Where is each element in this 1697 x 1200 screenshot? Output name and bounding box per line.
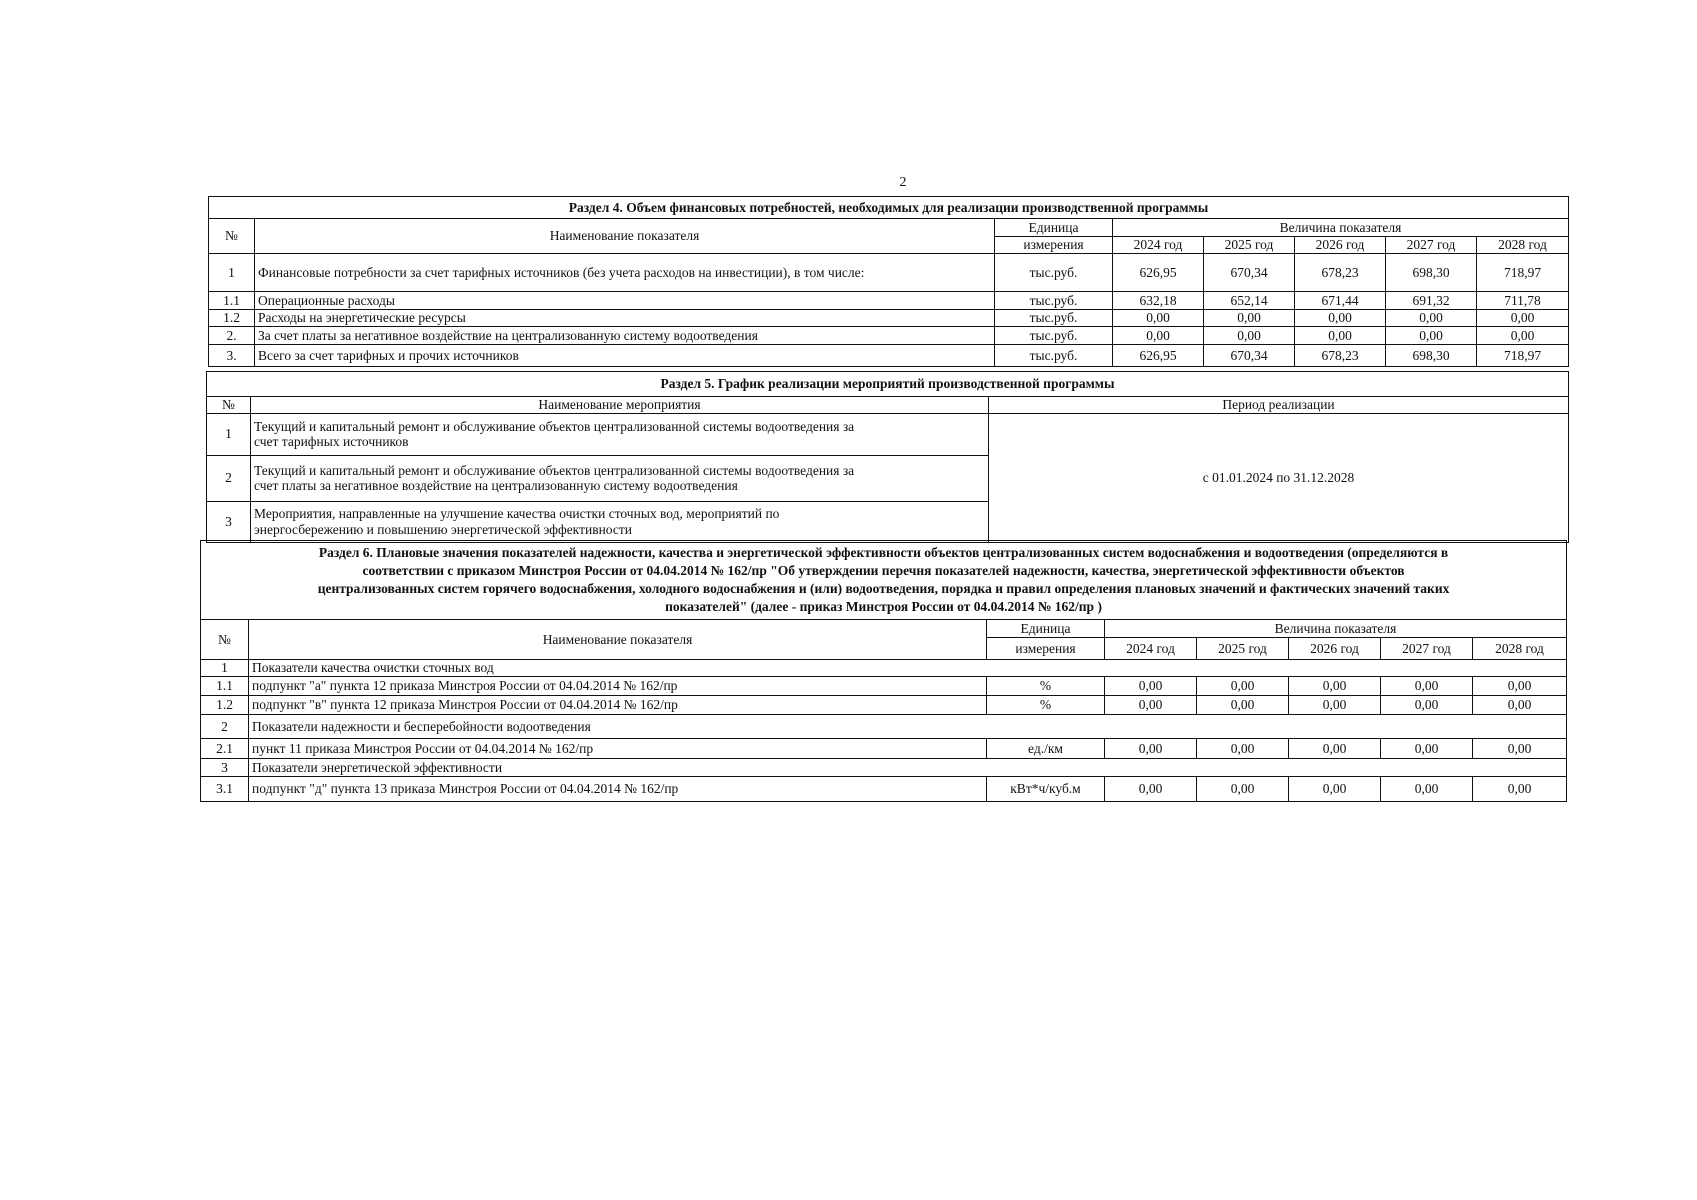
row-number: 1 xyxy=(209,254,255,292)
row-value: 652,14 xyxy=(1204,292,1295,310)
row-activity-line1: Мероприятия, направленные на улучшение качества очистки сточных вод, мероприятий по xyxy=(254,506,780,521)
row-value: 0,00 xyxy=(1105,739,1197,759)
year-header: 2027 год xyxy=(1386,237,1477,254)
table-row xyxy=(207,413,1569,455)
row-activity-line2: счет платы за негативное воздействие на централизованную систему водоотведения xyxy=(254,478,738,494)
row-unit: тыс.руб. xyxy=(995,327,1113,345)
row-value: 0,00 xyxy=(1197,677,1289,696)
row-value: 0,00 xyxy=(1197,777,1289,802)
table-row xyxy=(201,739,1567,759)
row-value: 711,78 xyxy=(1477,292,1569,310)
year-header: 2024 год xyxy=(1113,237,1204,254)
row-activity-line1: Текущий и капитальный ремонт и обслуживание объектов централизованной системы водоотведения за xyxy=(254,418,855,434)
year-header: 2028 год xyxy=(1473,638,1567,660)
row-unit: тыс.руб. xyxy=(995,345,1113,367)
row-value: 0,00 xyxy=(1289,696,1381,715)
section-4-title: Раздел 4. Объем финансовых потребностей, необходимых для реализации производственной программы xyxy=(209,197,1569,219)
table-row xyxy=(209,345,1569,367)
row-value: 0,00 xyxy=(1381,696,1473,715)
row-value: 626,95 xyxy=(1113,254,1204,292)
group-number: 2 xyxy=(201,715,249,739)
row-value: 678,23 xyxy=(1295,345,1386,367)
table-row xyxy=(209,327,1569,345)
row-value: 0,00 xyxy=(1105,777,1197,802)
row-value: 0,00 xyxy=(1197,696,1289,715)
section-6-title-line: соответствии с приказом Минстроя России от 04.04.2014 № 162/пр "Об утверждении перечня показателей надежности, качества, энергетической эффективности объектов xyxy=(362,562,1405,578)
row-value: 698,30 xyxy=(1386,254,1477,292)
row-number: 3.1 xyxy=(201,777,249,802)
row-number: 2. xyxy=(209,327,255,345)
section-6-title-line: централизованных систем горячего водоснабжения, холодного водоснабжения и (или) водоотведения, порядка и правил определения плановых значений и фактических значений таких xyxy=(317,581,1450,596)
row-value: 718,97 xyxy=(1477,345,1569,367)
row-unit: тыс.руб. xyxy=(995,310,1113,327)
year-header: 2028 год xyxy=(1477,237,1569,254)
row-activity-line2: счет тарифных источников xyxy=(254,434,409,450)
row-value: 670,34 xyxy=(1204,254,1295,292)
column-unit-header-line2: измерения xyxy=(987,638,1105,660)
column-name-header: Наименование показателя xyxy=(249,620,987,660)
row-name: Всего за счет тарифных и прочих источников xyxy=(255,345,995,367)
section-6-indicators-table xyxy=(200,540,1567,802)
year-header: 2027 год xyxy=(1381,638,1473,660)
row-value: 0,00 xyxy=(1477,310,1569,327)
row-value: 0,00 xyxy=(1473,696,1567,715)
column-unit-header-line1: Единица xyxy=(995,219,1113,237)
row-value: 0,00 xyxy=(1113,327,1204,345)
row-unit: кВт*ч/куб.м xyxy=(987,777,1105,802)
row-value: 718,97 xyxy=(1477,254,1569,292)
column-activity-header: Наименование мероприятия xyxy=(251,397,989,414)
row-name: За счет платы за негативное воздействие на централизованную систему водоотведения xyxy=(255,327,995,345)
year-header: 2025 год xyxy=(1197,638,1289,660)
row-number: 2 xyxy=(207,455,251,501)
table-row xyxy=(201,677,1567,696)
section-5-title: Раздел 5. График реализации мероприятий производственной программы xyxy=(207,372,1569,397)
row-value: 670,34 xyxy=(1204,345,1295,367)
row-name: подпункт "а" пункта 12 приказа Минстроя России от 04.04.2014 № 162/пр xyxy=(249,677,987,696)
row-number: 1.1 xyxy=(209,292,255,310)
row-activity xyxy=(251,413,989,455)
section-6-title-line: Раздел 6. Плановые значения показателей надежности, качества и энергетической эффективности объектов централизованных систем водоснабжения и водоотведения (определяются в xyxy=(318,544,1449,560)
row-value: 632,18 xyxy=(1113,292,1204,310)
row-activity xyxy=(251,455,989,501)
row-value: 0,00 xyxy=(1289,777,1381,802)
row-name: подпункт "д" пункта 13 приказа Минстроя России от 04.04.2014 № 162/пр xyxy=(249,777,987,802)
table-row xyxy=(201,777,1567,802)
section-4-financial-needs-table xyxy=(208,196,1569,367)
section-5-schedule-table xyxy=(206,371,1569,543)
row-number: 1.2 xyxy=(209,310,255,327)
column-number-header: № xyxy=(207,397,251,414)
group-row xyxy=(201,660,1567,677)
row-number: 1 xyxy=(207,413,251,455)
row-value: 0,00 xyxy=(1386,327,1477,345)
row-activity-line1: Текущий и капитальный ремонт и обслуживание объектов централизованной системы водоотведения за xyxy=(254,462,855,478)
row-number: 1.1 xyxy=(201,677,249,696)
row-unit: ед./км xyxy=(987,739,1105,759)
row-name: подпункт "в" пункта 12 приказа Минстроя России от 04.04.2014 № 162/пр xyxy=(249,696,987,715)
row-unit: тыс.руб. xyxy=(995,292,1113,310)
table-row xyxy=(209,292,1569,310)
row-name: пункт 11 приказа Минстроя России от 04.04.2014 № 162/пр xyxy=(249,739,987,759)
row-value: 626,95 xyxy=(1113,345,1204,367)
row-value: 0,00 xyxy=(1289,739,1381,759)
row-unit: тыс.руб. xyxy=(995,254,1113,292)
row-number: 3 xyxy=(207,501,251,542)
column-value-header: Величина показателя xyxy=(1113,219,1569,237)
group-name: Показатели надежности и бесперебойности водоотведения xyxy=(249,715,1567,739)
column-period-header: Период реализации xyxy=(989,397,1569,414)
row-value: 0,00 xyxy=(1386,310,1477,327)
year-header: 2025 год xyxy=(1204,237,1295,254)
group-name: Показатели качества очистки сточных вод xyxy=(249,660,1567,677)
row-number: 3. xyxy=(209,345,255,367)
row-value: 0,00 xyxy=(1381,777,1473,802)
row-value: 698,30 xyxy=(1386,345,1477,367)
table-row xyxy=(209,254,1569,292)
row-value: 678,23 xyxy=(1295,254,1386,292)
section-6-title xyxy=(201,541,1567,620)
row-activity-line2: энергосбережению и повышению энергетической эффективности xyxy=(254,521,632,537)
row-value: 691,32 xyxy=(1386,292,1477,310)
table-row xyxy=(201,696,1567,715)
row-value: 0,00 xyxy=(1197,739,1289,759)
row-value: 0,00 xyxy=(1473,739,1567,759)
row-value: 0,00 xyxy=(1204,310,1295,327)
row-activity xyxy=(251,501,989,542)
row-value: 0,00 xyxy=(1105,677,1197,696)
row-value: 0,00 xyxy=(1295,327,1386,345)
row-value: 0,00 xyxy=(1105,696,1197,715)
column-value-header: Величина показателя xyxy=(1105,620,1567,638)
row-value: 0,00 xyxy=(1204,327,1295,345)
column-unit-header-line2: измерения xyxy=(995,237,1113,254)
column-name-header: Наименование показателя xyxy=(255,219,995,254)
row-number: 2.1 xyxy=(201,739,249,759)
table-row xyxy=(209,310,1569,327)
year-header: 2026 год xyxy=(1289,638,1381,660)
year-header: 2024 год xyxy=(1105,638,1197,660)
row-name: Операционные расходы xyxy=(255,292,995,310)
row-unit: % xyxy=(987,696,1105,715)
row-unit: % xyxy=(987,677,1105,696)
page-number: 2 xyxy=(899,175,907,190)
row-value: 0,00 xyxy=(1295,310,1386,327)
implementation-period: с 01.01.2024 по 31.12.2028 xyxy=(989,413,1569,542)
group-number: 3 xyxy=(201,759,249,777)
section-6-title-line: показателей" (далее - приказ Минстроя России от 04.04.2014 № 162/пр ) xyxy=(665,599,1102,615)
row-value: 0,00 xyxy=(1473,677,1567,696)
row-value: 0,00 xyxy=(1113,310,1204,327)
column-number-header: № xyxy=(209,219,255,254)
row-value: 671,44 xyxy=(1295,292,1386,310)
row-value: 0,00 xyxy=(1477,327,1569,345)
group-row xyxy=(201,715,1567,739)
column-unit-header-line1: Единица xyxy=(987,620,1105,638)
row-value: 0,00 xyxy=(1289,677,1381,696)
row-value: 0,00 xyxy=(1381,677,1473,696)
group-number: 1 xyxy=(201,660,249,677)
row-value: 0,00 xyxy=(1473,777,1567,802)
year-header: 2026 год xyxy=(1295,237,1386,254)
row-name: Финансовые потребности за счет тарифных источников (без учета расходов на инвестиции), в том числе: xyxy=(255,254,995,292)
group-row xyxy=(201,759,1567,777)
row-name: Расходы на энергетические ресурсы xyxy=(255,310,995,327)
column-number-header: № xyxy=(201,620,249,660)
row-value: 0,00 xyxy=(1381,739,1473,759)
row-number: 1.2 xyxy=(201,696,249,715)
group-name: Показатели энергетической эффективности xyxy=(249,759,1567,777)
